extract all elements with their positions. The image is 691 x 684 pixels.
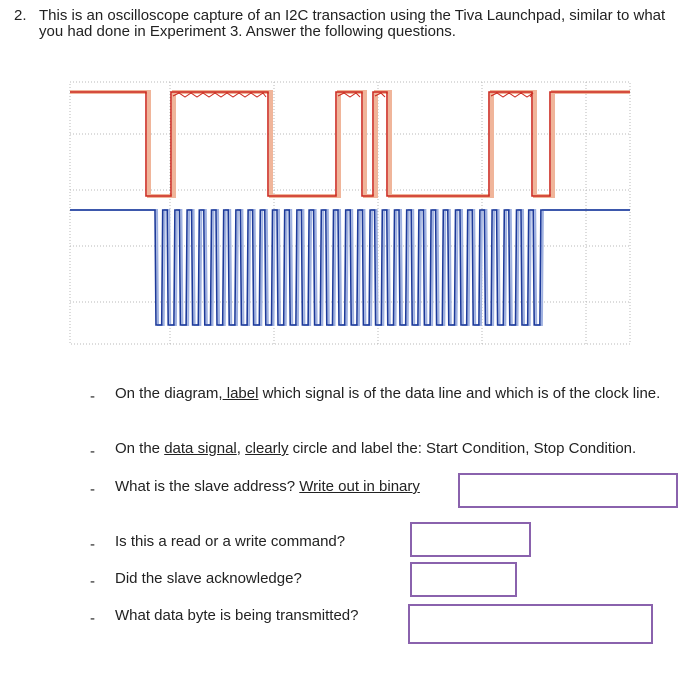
underlined-text: label	[222, 385, 259, 402]
data-byte-answer-box[interactable]	[408, 604, 653, 644]
slave-address-answer-box[interactable]	[458, 473, 678, 508]
question-number: 2.	[14, 7, 27, 24]
bullet-dash: -	[90, 610, 95, 627]
bullet-dash: -	[90, 573, 95, 590]
data-signal-trace	[70, 92, 630, 196]
question-slave-address	[115, 478, 420, 495]
bullet-dash: -	[90, 481, 95, 498]
underlined-text: clearly	[245, 440, 289, 457]
question-read-write	[115, 533, 345, 550]
clock-signal-trace	[70, 210, 630, 325]
clock-trace-path	[70, 210, 630, 325]
instruction-text: On the	[115, 440, 165, 457]
data-trace-faint-path	[70, 92, 630, 196]
instruction-circle-start-stop	[115, 440, 685, 457]
bullet-dash: -	[90, 388, 95, 405]
question-text: This is an oscilloscope capture of an I2C transaction using the Tiva Launchpad, similar to what you had done in Experiment 3. Answer the following questions.	[39, 7, 666, 40]
question-slave-acknowledge	[115, 570, 302, 587]
oscilloscope-capture	[66, 78, 634, 348]
instruction-label-signals	[115, 385, 675, 402]
instruction-text: What is the slave address?	[115, 478, 300, 495]
underlined-text: data signal	[164, 440, 237, 457]
instruction-text: circle and label the: Start Condition, Stop Condition.	[288, 440, 637, 457]
instruction-text: What data byte is being transmitted?	[115, 607, 359, 624]
instruction-text: Is this a read or a write command?	[115, 533, 346, 550]
bullet-dash: -	[90, 443, 95, 460]
question-data-byte	[115, 607, 358, 624]
acknowledge-answer-box[interactable]	[410, 562, 517, 597]
underlined-text: Write out in binary	[299, 478, 420, 495]
data-signal-trace-faint	[70, 92, 630, 196]
instruction-text: ,	[236, 440, 246, 457]
read-write-answer-box[interactable]	[410, 522, 531, 557]
instruction-text: Did the slave acknowledge?	[115, 570, 302, 587]
instruction-text: which signal is of the data line and which is of the clock line.	[258, 385, 661, 402]
instruction-text: On the diagram,	[115, 385, 223, 402]
bullet-dash: -	[90, 536, 95, 553]
data-trace-path	[70, 92, 630, 196]
